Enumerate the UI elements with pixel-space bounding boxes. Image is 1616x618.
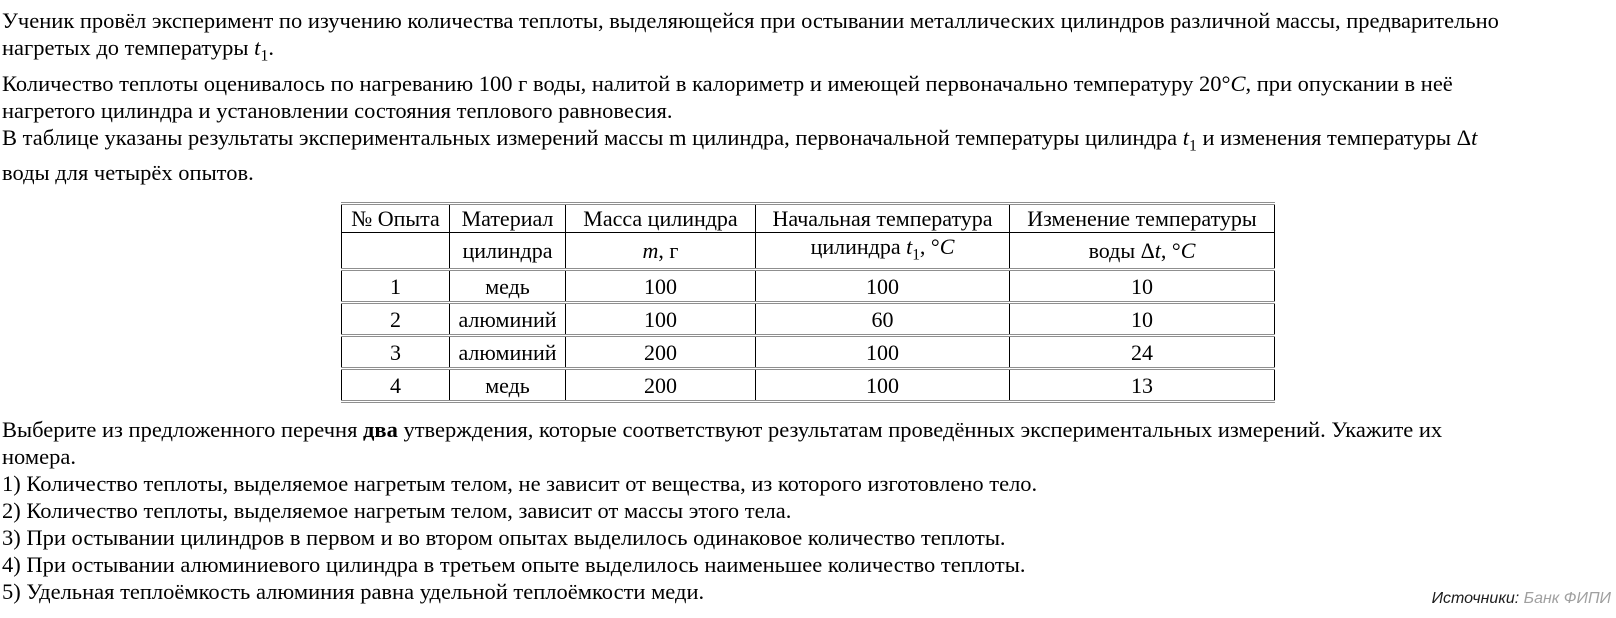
table-cell: алюминий xyxy=(450,303,566,336)
table-header-row-2 xyxy=(342,233,1275,270)
table-row xyxy=(342,369,1275,402)
table-header-row-1 xyxy=(342,204,1275,233)
header-cell: цилиндра xyxy=(450,233,566,270)
table-cell: 100 xyxy=(756,270,1010,303)
source-value: Банк ФИПИ xyxy=(1523,590,1611,607)
table-cell: 3 xyxy=(342,336,450,369)
intro-paragraph-1: Ученик провёл эксперимент по изучению количества теплоты, выделяющейся при остывании металлических цилиндров различной массы, предварительно нагретых до температуры $t_1$. xyxy=(2,8,1499,65)
table-cell: 200 xyxy=(566,369,756,402)
table-cell: 100 xyxy=(756,336,1010,369)
header-cell: воды Δt, °C xyxy=(1010,233,1275,270)
statement-4: 4) При остывании алюминиевого цилиндра в третьем опыте выделилось наименьшее количество теплоты. xyxy=(2,552,1026,578)
source-label: Источники: xyxy=(1431,590,1524,607)
table-cell: 13 xyxy=(1010,369,1275,402)
table-row xyxy=(342,303,1275,336)
source-attribution xyxy=(1432,589,1611,609)
statement-list xyxy=(2,470,1614,605)
table-cell: медь xyxy=(450,270,566,303)
table-row xyxy=(342,336,1275,369)
table-cell: 24 xyxy=(1010,336,1275,369)
table-cell: 2 xyxy=(342,303,450,336)
statement-2: 2) Количество теплоты, выделяемое нагретым телом, зависит от массы этого тела. xyxy=(2,498,792,524)
table-cell: 100 xyxy=(756,369,1010,402)
statement-3: 3) При остывании цилиндров в первом и во втором опытах выделилось одинаковое количество теплоты. xyxy=(2,525,1006,551)
intro-paragraph-2: Количество теплоты оценивалось по нагреванию 100 г воды, налитой в калориметр и имеющей первоначально температуру 20°C, при опускании в неё нагретого цилиндра и установлении состояния теплового равновесия. xyxy=(2,70,1453,123)
header-cell-material: Материал xyxy=(450,204,566,233)
experiment-table xyxy=(341,202,1275,403)
table-cell: медь xyxy=(450,369,566,402)
table-cell: 4 xyxy=(342,369,450,402)
intro xyxy=(2,7,1614,186)
header-cell-mass: Масса цилиндра xyxy=(566,204,756,233)
question-text: Выберите из предложенного перечня два утверждения, которые соответствуют результатам проведённых экспериментальных измерений. Укажите их номера. xyxy=(2,417,1443,470)
header-cell-temp-change: Изменение температуры xyxy=(1010,204,1275,233)
table-cell: 100 xyxy=(566,270,756,303)
header-cell xyxy=(342,233,450,270)
table-row xyxy=(342,270,1275,303)
experiment-table-wrap xyxy=(2,202,1614,403)
table-cell: алюминий xyxy=(450,336,566,369)
table-cell: 60 xyxy=(756,303,1010,336)
table-cell: 1 xyxy=(342,270,450,303)
statement-1: 1) Количество теплоты, выделяемое нагретым телом, не зависит от вещества, из которого изготовлено тело. xyxy=(2,471,1038,497)
header-cell: m, г xyxy=(566,233,756,270)
header-cell-initial-temp: Начальная температура xyxy=(756,204,1010,233)
statement-5: 5) Удельная теплоёмкость алюминия равна удельной теплоёмкости меди. xyxy=(2,579,705,605)
question xyxy=(2,416,1614,470)
table-cell: 10 xyxy=(1010,270,1275,303)
table-cell: 100 xyxy=(566,303,756,336)
table-cell: 200 xyxy=(566,336,756,369)
table-cell: 10 xyxy=(1010,303,1275,336)
header-cell-experiment-no: № Опыта xyxy=(342,204,450,233)
intro-paragraph-3: В таблице указаны результаты экспериментальных измерений массы m цилиндра, первоначальной температуры цилиндра $t_1$ и изменения температуры Δt воды для четырёх опытов. xyxy=(2,124,1478,185)
header-cell: цилиндра $t_1$, °C xyxy=(756,233,1010,270)
